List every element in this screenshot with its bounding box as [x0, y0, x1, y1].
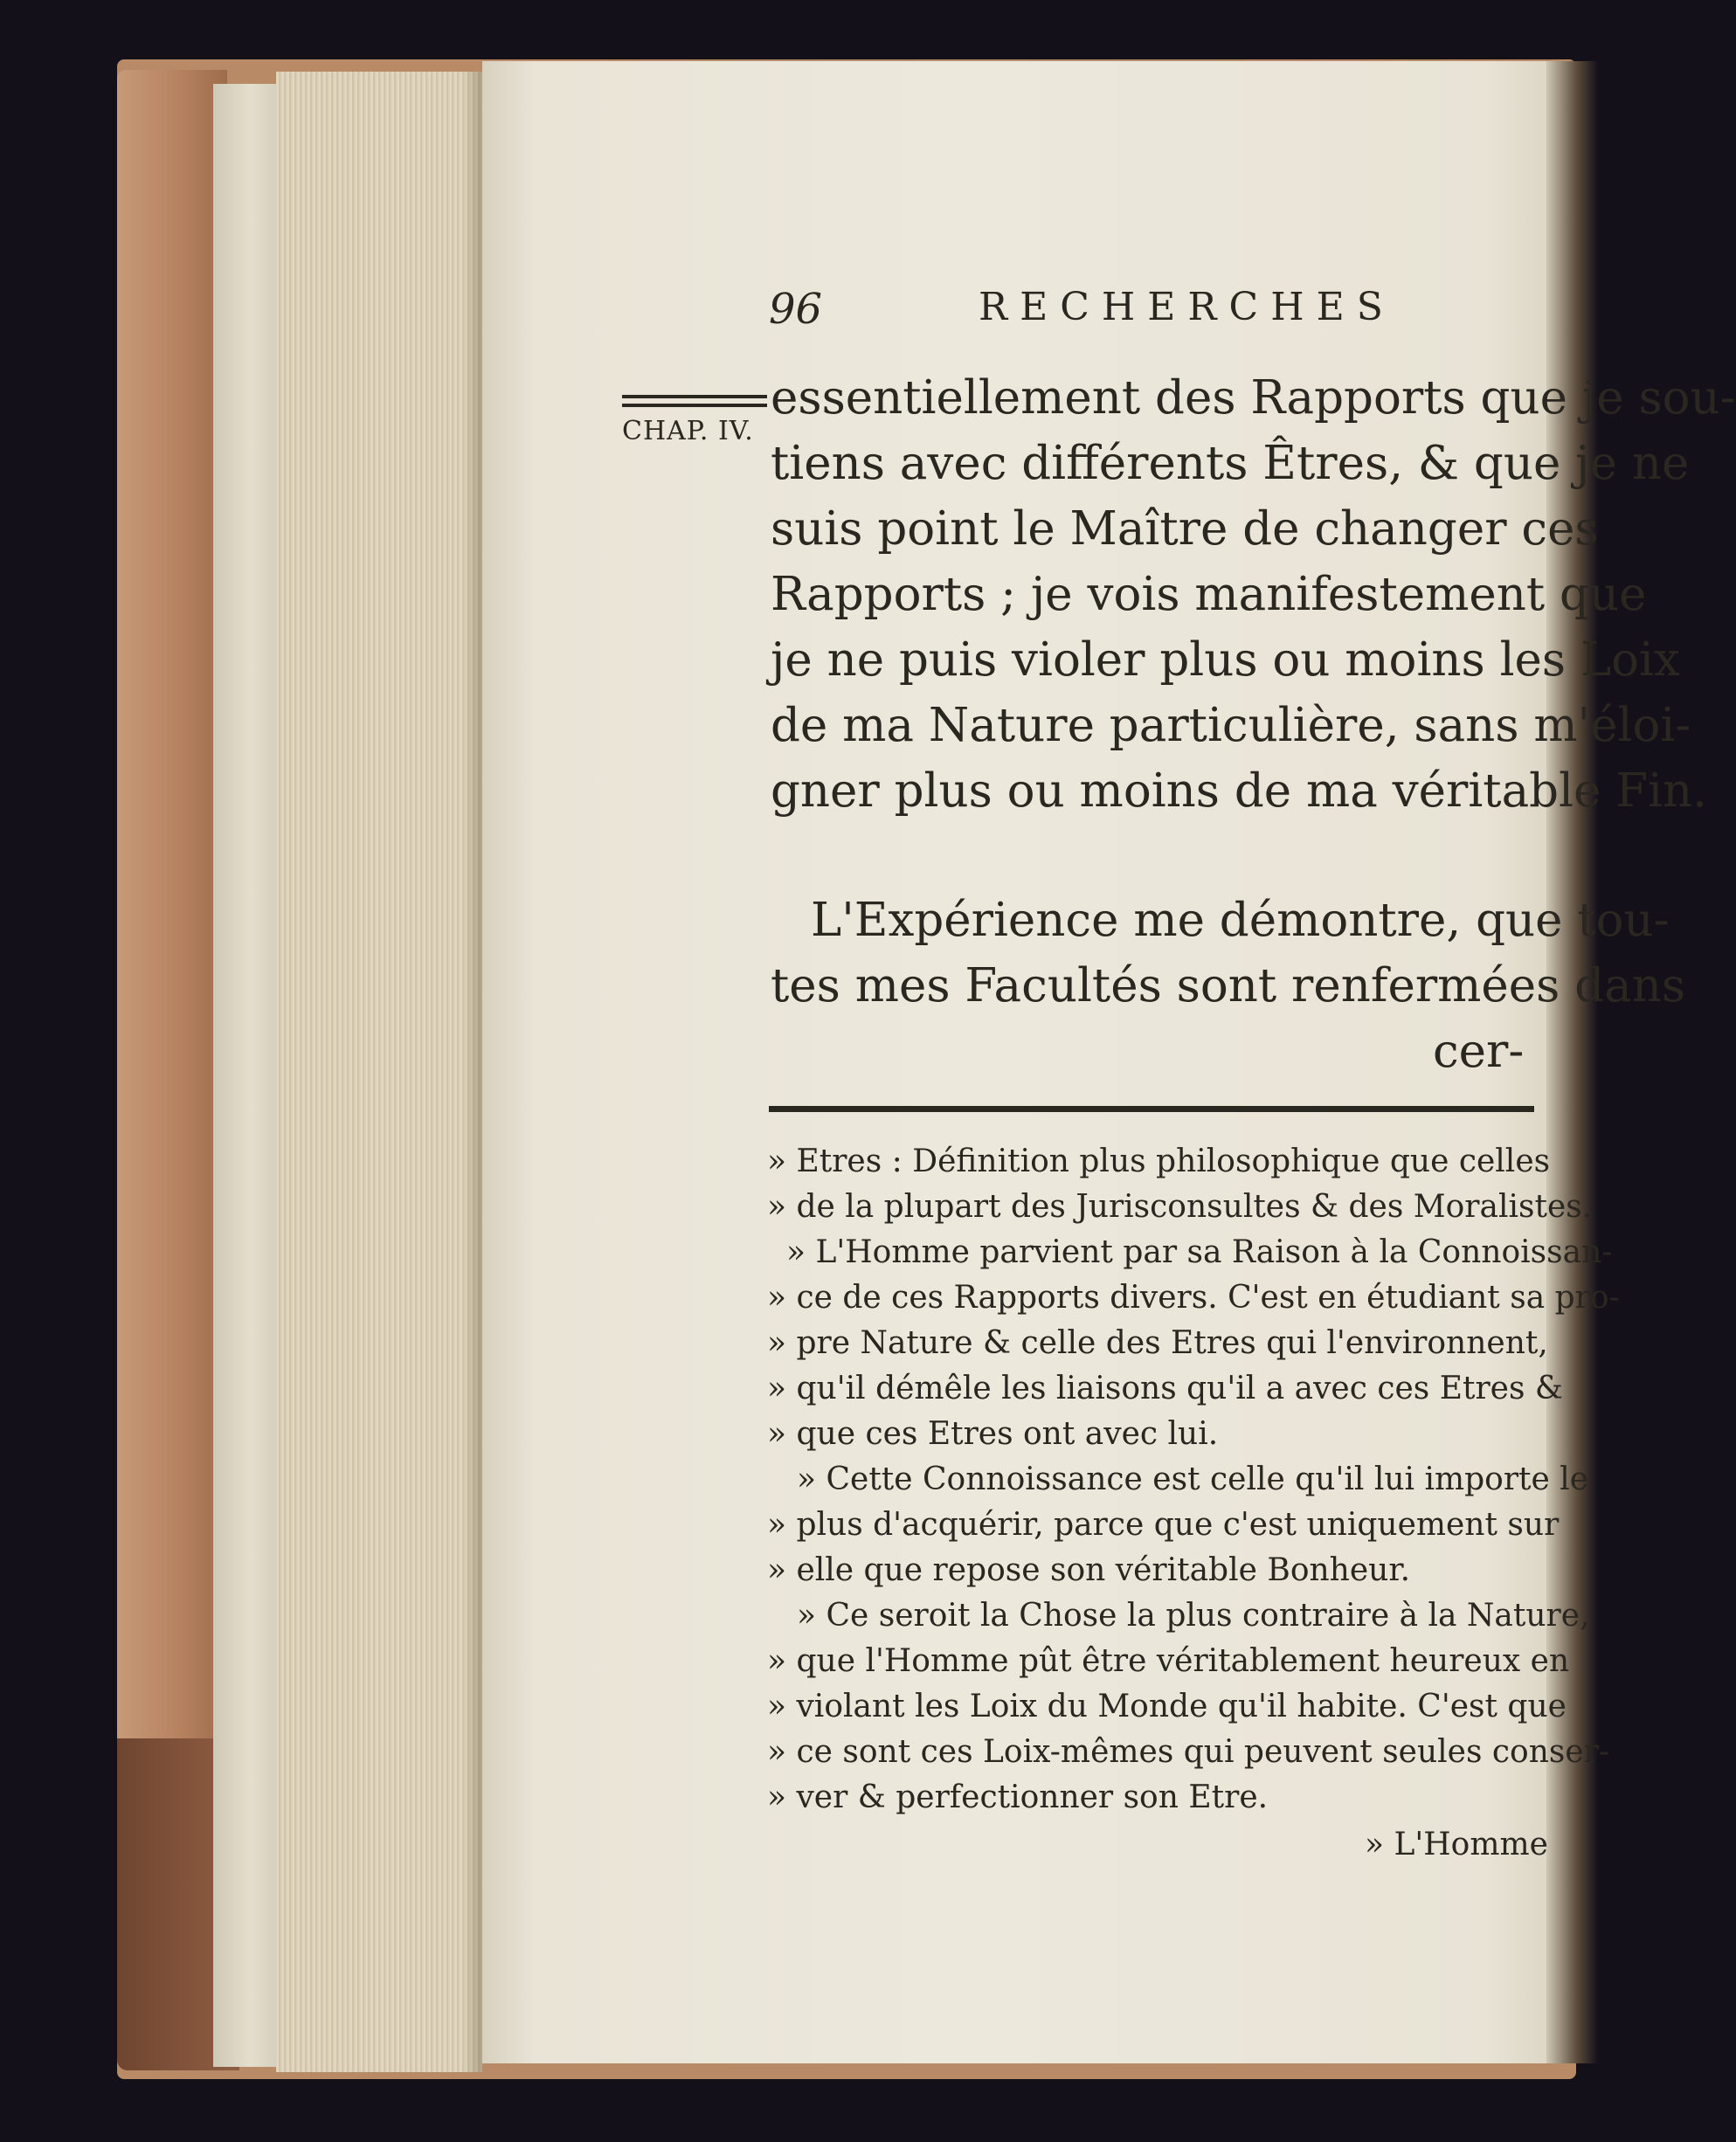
body-line: suis point le Maître de changer ces — [771, 502, 1599, 556]
chapter-label: CHAP. IV. — [622, 416, 754, 446]
body-line: cer- — [1433, 1025, 1525, 1078]
footnote-rule — [769, 1106, 1534, 1112]
footnote-line: » ce sont ces Loix-mêmes qui peuvent seules conser- — [767, 1734, 1610, 1770]
page-number: 96 — [769, 285, 823, 334]
body-line: L'Expérience me démontre, que tou- — [811, 894, 1670, 947]
footnote-line: » ce de ces Rapports divers. C'est en étudiant sa pro- — [767, 1280, 1620, 1316]
body-line: tiens avec différents Êtres, & que je ne — [771, 437, 1690, 490]
footnote-line: » que ces Etres ont avec lui. — [767, 1416, 1219, 1452]
chapter-rule — [622, 395, 767, 398]
body-line: de ma Nature particulière, sans m'éloi- — [771, 699, 1691, 752]
body-line: tes mes Facultés sont renfermées dans — [771, 959, 1686, 1012]
footnote-line: » L'Homme parvient par sa Raison à la Connoissan- — [786, 1234, 1613, 1270]
footnote-line: » Etres : Définition plus philosophique que celles — [767, 1144, 1551, 1179]
chapter-rule — [622, 404, 767, 407]
footnote-line: » pre Nature & celle des Etres qui l'environnent, — [767, 1325, 1548, 1361]
footnote-line: » que l'Homme pût être véritablement heureux en — [767, 1643, 1570, 1679]
running-head: RECHERCHES — [979, 285, 1395, 329]
footnote-line: » ver & perfectionner son Etre. — [767, 1779, 1269, 1815]
footnote-catchword: » L'Homme — [1365, 1827, 1548, 1862]
body-line: gner plus ou moins de ma véritable Fin. — [771, 764, 1707, 818]
endpaper — [213, 84, 276, 2067]
footnote-line: » de la plupart des Jurisconsultes & des Moralistes. — [767, 1189, 1593, 1225]
body-line: Rapports ; je vois manifestement que — [771, 568, 1647, 621]
footnote-line: » qu'il démêle les liaisons qu'il a avec ces Etres & — [767, 1371, 1563, 1406]
footnote-line: » violant les Loix du Monde qu'il habite. C'est que — [767, 1689, 1567, 1724]
footnote-line: » elle que repose son véritable Bonheur. — [767, 1552, 1411, 1588]
body-line: essentiellement des Rapports que je sou- — [771, 371, 1736, 425]
footnote-line: » plus d'acquérir, parce que c'est uniquement sur — [767, 1507, 1560, 1543]
body-line: je ne puis violer plus ou moins les Loix — [771, 633, 1680, 687]
footnote-line: » Ce seroit la Chose la plus contraire à la Nature, — [797, 1598, 1590, 1634]
footnote-line: » Cette Connoissance est celle qu'il lui importe le — [797, 1461, 1589, 1497]
page-edges — [276, 72, 482, 2072]
